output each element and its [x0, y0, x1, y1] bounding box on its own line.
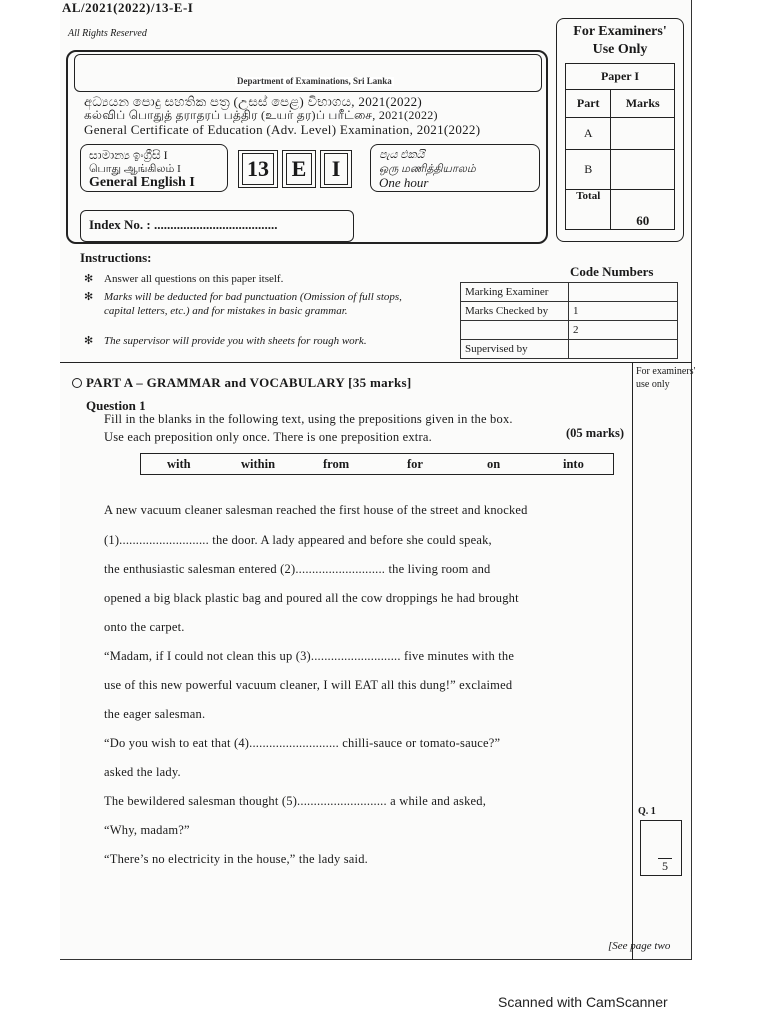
story-line: “Madam, if I could not clean this up (3)........................... five minutes with the [104, 649, 515, 663]
story-line: “There’s no electricity in the house,” the lady said. [104, 852, 368, 866]
marks-table [565, 63, 675, 230]
check1-field[interactable]: 1 [569, 302, 678, 321]
story-line: the eager salesman. [104, 707, 206, 721]
code-paper-box [320, 150, 352, 188]
asterisk-icon: ✻ [84, 291, 94, 303]
exam-title-ta: கல்விப் பொதுத் தராதரப் பத்திர (உயர் தர)ப் பரீட்சை, 2021(2022) [84, 108, 438, 122]
marks-b[interactable] [611, 150, 675, 190]
story-line: “Why, madam?” [104, 823, 190, 837]
question-instruction-1: Fill in the blanks in the following text, using the prepositions given in the box. [104, 412, 513, 426]
examiners-use-note: For examiners' use only [636, 366, 696, 390]
row-b: B [566, 150, 611, 190]
marks-a[interactable] [611, 118, 675, 150]
section-divider [60, 362, 692, 363]
department-banner [74, 54, 542, 92]
asterisk-icon: ✻ [84, 335, 94, 347]
story-line: A new vacuum cleaner salesman reached the first house of the street and knocked [104, 503, 528, 517]
code-numbers-heading: Code Numbers [570, 264, 654, 279]
preposition-word: into [563, 457, 584, 471]
row-total: Total [566, 190, 611, 230]
paper-code: AL/2021(2022)/13-E-I [62, 0, 194, 15]
col-marks: Marks [611, 90, 675, 118]
instructions-heading: Instructions: [80, 250, 152, 265]
marks-checked-label: Marks Checked by [461, 302, 569, 321]
exam-title-si: අධ්‍යයන පොදු සහතික පත්‍ර (උසස් පෙළ) විභාගය, 2021(2022) [84, 94, 423, 109]
total-max: 60 [611, 190, 675, 230]
margin-column-line [632, 362, 633, 960]
row-a: A [566, 118, 611, 150]
story-line: (1)........................... the door. A lady appeared and before she could speak, [104, 533, 492, 547]
blank-cell [461, 321, 569, 340]
preposition-word: for [407, 457, 423, 471]
question-instruction-2: Use each preposition only once. There is one preposition extra. [104, 430, 432, 444]
story-line: the enthusiastic salesman entered (2)........................... the living room and [104, 562, 491, 576]
instruction-3: ✻ The supervisor will provide you with sheets for rough work. [84, 335, 367, 347]
story-line: use of this new powerful vacuum cleaner, I will EAT all this dung!” exclaimed [104, 678, 513, 692]
scanner-watermark: Scanned with CamScanner [498, 994, 668, 1010]
code-number-box [238, 150, 278, 188]
paper-label: Paper I [566, 64, 675, 90]
index-number-field[interactable]: Index No. : ...................................... [80, 210, 354, 242]
q1-max-score: 5 [658, 858, 672, 874]
see-next-page: [See page two [608, 940, 671, 952]
preposition-word: from [323, 457, 350, 471]
supervised-by-label: Supervised by [461, 340, 569, 359]
examiners-title-2: Use Only [592, 42, 648, 57]
exam-title-en: General Certificate of Education (Adv. Level) Examination, 2021(2022) [84, 122, 481, 137]
duration-box [370, 144, 540, 192]
subject-ta: பொது ஆங்கிலம் I [89, 163, 181, 175]
col-part: Part [566, 90, 611, 118]
duration-ta: ஒரு மணித்தியாலம் [379, 163, 476, 175]
preposition-box [140, 453, 614, 475]
code-paper: I [324, 153, 348, 185]
marking-examiner-label: Marking Examiner [461, 283, 569, 302]
preposition-word: on [487, 457, 501, 471]
question-marks: (05 marks) [566, 426, 624, 440]
examiners-title-1: For Examiners' [573, 24, 667, 39]
marking-examiner-field[interactable] [569, 283, 678, 302]
check2-field[interactable]: 2 [569, 321, 678, 340]
code-number: 13 [242, 153, 274, 185]
part-a-heading: PART A – GRAMMAR and VOCABULARY [35 marks] [72, 375, 411, 391]
duration-en: One hour [379, 175, 429, 190]
story-line: “Do you wish to eat that (4)........................... chilli-sauce or tomato-sauce?” [104, 736, 501, 750]
subject-si: සාමාන්‍ය ඉංග්‍රීසි I [89, 148, 168, 162]
code-numbers-table [460, 282, 678, 359]
circle-icon [72, 378, 82, 388]
preposition-word: within [241, 457, 276, 471]
story-line: The bewildered salesman thought (5)........................... a while and asked, [104, 794, 487, 808]
supervised-by-field[interactable] [569, 340, 678, 359]
examiners-box [556, 18, 684, 242]
subject-en: General English I [89, 175, 195, 190]
code-letter: E [286, 153, 312, 185]
story-line: onto the carpet. [104, 620, 185, 634]
story-line: asked the lady. [104, 765, 181, 779]
story-line: opened a big black plastic bag and poured all the cow droppings he had brought [104, 591, 519, 605]
rights-notice: All Rights Reserved [68, 28, 147, 39]
q1-score-label: Q. 1 [638, 806, 656, 817]
asterisk-icon: ✻ [84, 273, 94, 285]
instruction-2: ✻ Marks will be deducted for bad punctuation (Omission of full stops, capital letters, etc.) and for mistakes in basic grammar. [84, 291, 402, 317]
duration-si: පැය එකයි [379, 149, 425, 161]
preposition-word: with [167, 457, 191, 471]
instruction-1: ✻ Answer all questions on this paper itself. [84, 273, 284, 285]
department-name: Department of Examinations, Sri Lanka [237, 76, 392, 86]
question-label: Question 1 [86, 398, 146, 413]
subject-box [80, 144, 228, 192]
code-letter-box [282, 150, 316, 188]
